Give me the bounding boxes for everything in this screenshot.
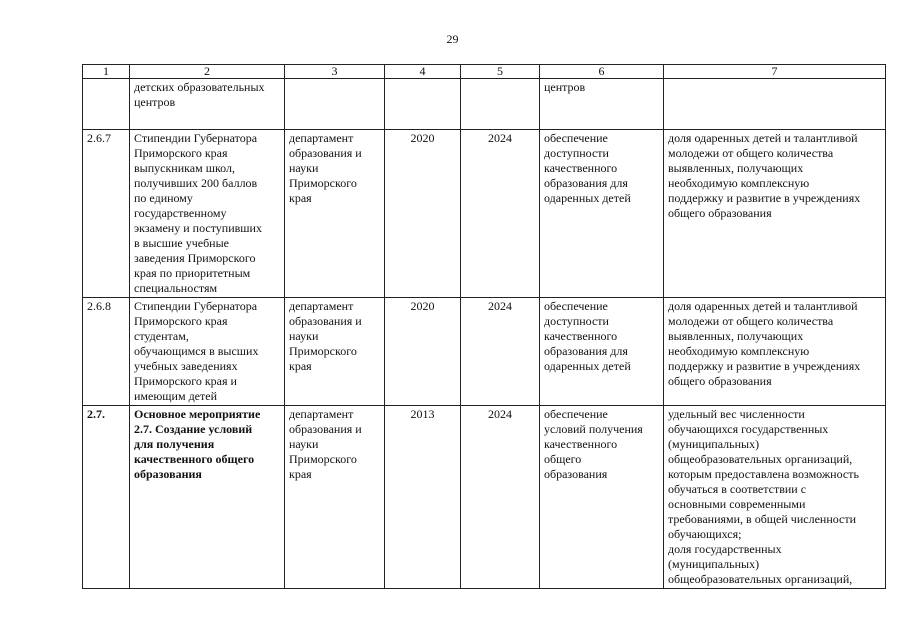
cell-start-year: [385, 79, 461, 130]
cell-start-year: 2020: [385, 298, 461, 406]
column-header: 7: [664, 65, 886, 79]
cell-end-year: 2024: [461, 130, 540, 298]
table-row: [83, 79, 886, 130]
cell-start-year: 2020: [385, 130, 461, 298]
cell-indicator: [664, 79, 886, 130]
cell-indicator: доля одаренных детей и талантливой молодежи от общего количества выявленных, получающих необходимую комплексную поддержку и развитие в учреждениях общего образования: [664, 298, 886, 406]
table-header-row: [83, 65, 886, 79]
column-header: 6: [540, 65, 664, 79]
cell-name: Основное мероприятие 2.7. Создание условий для получения качественного общего образования: [130, 406, 285, 589]
cell-result: обеспечение доступности качественного образования для одаренных детей: [540, 130, 664, 298]
cell-executor: департамент образования и науки Приморского края: [285, 406, 385, 589]
column-header: 4: [385, 65, 461, 79]
cell-executor: [285, 79, 385, 130]
cell-result: обеспечение доступности качественного образования для одаренных детей: [540, 298, 664, 406]
cell-executor: департамент образования и науки Приморского края: [285, 298, 385, 406]
cell-name: Стипендии Губернатора Приморского края студентам, обучающимся в высших учебных заведениях Приморского края и имеющим детей: [130, 298, 285, 406]
cell-name: детских образовательных центров: [130, 79, 285, 130]
cell-result: центров: [540, 79, 664, 130]
cell-code: 2.6.8: [83, 298, 130, 406]
column-header: 3: [285, 65, 385, 79]
measures-table: [82, 64, 886, 589]
cell-executor: департамент образования и науки Приморского края: [285, 130, 385, 298]
table-row: [83, 406, 886, 589]
cell-indicator: удельный вес численности обучающихся государственных (муниципальных) общеобразовательных организаций, которым предоставлена возможность обучаться в соответствии с основными современными требованиями, в общей численности обучающихся; доля государственных (муниципальных) общеобразовательных организаций,: [664, 406, 886, 589]
cell-indicator: доля одаренных детей и талантливой молодежи от общего количества выявленных, получающих необходимую комплексную поддержку и развитие в учреждениях общего образования: [664, 130, 886, 298]
cell-end-year: [461, 79, 540, 130]
cell-name: Стипендии Губернатора Приморского края выпускникам школ, получивших 200 баллов по единому государственному экзамену и поступивших в высшие учебные заведения Приморского края по приоритетным специальностям: [130, 130, 285, 298]
cell-result: обеспечение условий получения качественного общего образования: [540, 406, 664, 589]
column-header: 5: [461, 65, 540, 79]
column-header: 1: [83, 65, 130, 79]
cell-end-year: 2024: [461, 406, 540, 589]
column-header: 2: [130, 65, 285, 79]
page-number: 29: [446, 32, 459, 46]
cell-code: 2.6.7: [83, 130, 130, 298]
table-row: [83, 298, 886, 406]
cell-start-year: 2013: [385, 406, 461, 589]
cell-code: 2.7.: [83, 406, 130, 589]
cell-code: [83, 79, 130, 130]
cell-end-year: 2024: [461, 298, 540, 406]
table-row: [83, 130, 886, 298]
